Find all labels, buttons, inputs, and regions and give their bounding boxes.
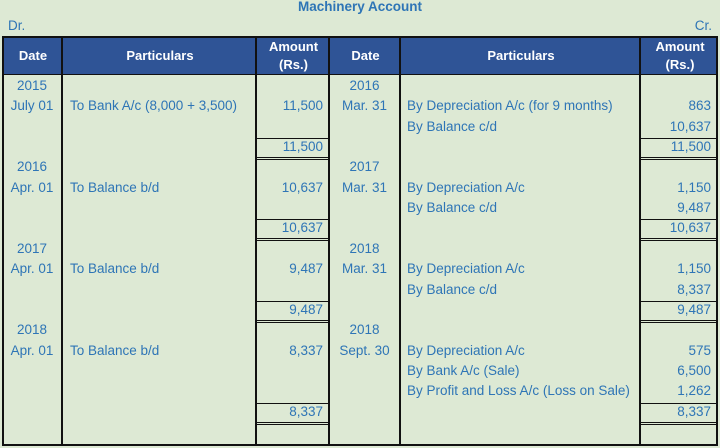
total-dr-amt: 11,500 xyxy=(282,139,323,155)
dr-date: 2018 xyxy=(16,322,48,338)
table-header xyxy=(2,36,718,75)
header-dr-amount xyxy=(257,37,330,74)
cr-amt: 1,262 xyxy=(677,383,711,399)
header-cr-particulars: Particulars xyxy=(487,47,555,63)
cr-part: By Profit and Loss A/c (Loss on Sale) xyxy=(407,383,630,399)
cr-date: Mar. 31 xyxy=(341,261,388,277)
header-dr-date: Date xyxy=(18,47,48,63)
header-cr-amount xyxy=(641,37,719,74)
dr-amt: 8,337 xyxy=(289,342,323,358)
dr-date: 2016 xyxy=(16,159,48,175)
cr-part: By Depreciation A/c xyxy=(407,179,525,195)
header-amount-unit: (Rs.) xyxy=(279,56,308,72)
cr-amt: 8,337 xyxy=(677,281,711,297)
dr-part: To Balance b/d xyxy=(70,179,160,195)
header-dr-particulars: Particulars xyxy=(126,47,194,63)
total-dr-amt: 8,337 xyxy=(289,403,323,419)
column-divider xyxy=(639,36,641,446)
dr-part: To Bank A/c (8,000 + 3,500) xyxy=(70,98,237,114)
dr-date: Apr. 01 xyxy=(10,261,54,277)
column-divider xyxy=(399,36,401,446)
cr-date: 2018 xyxy=(349,240,380,256)
column-divider xyxy=(255,36,257,446)
cr-amt: 9,487 xyxy=(677,200,711,216)
total-cr-amt: 11,500 xyxy=(670,139,711,155)
cr-date: Mar. 31 xyxy=(341,179,388,195)
cr-date: Sept. 30 xyxy=(339,342,390,358)
dr-amt: 10,637 xyxy=(281,179,323,195)
credit-label: Cr. xyxy=(694,18,712,33)
total-cr-amt: 10,637 xyxy=(669,220,711,236)
column-divider xyxy=(61,36,63,446)
header-cr-date: Date xyxy=(351,47,380,63)
total-cr-amt: 9,487 xyxy=(677,301,711,317)
cr-date: 2018 xyxy=(349,322,380,338)
cr-date: 2016 xyxy=(349,78,380,93)
dr-date: July 01 xyxy=(10,98,54,114)
dr-date: Apr. 01 xyxy=(10,342,54,358)
header-amount-label: Amount xyxy=(655,38,705,54)
cr-date: 2017 xyxy=(349,159,380,175)
column-divider xyxy=(328,36,330,446)
dr-date: 2017 xyxy=(16,240,48,256)
debit-label: Dr. xyxy=(8,18,26,33)
cr-date: Mar. 31 xyxy=(341,98,388,114)
account-title: Machinery Account xyxy=(297,0,423,14)
dr-date: Apr. 01 xyxy=(10,179,54,195)
cr-part: By Bank A/c (Sale) xyxy=(407,362,520,378)
cr-amt: 1,150 xyxy=(677,261,711,277)
cr-part: By Balance c/d xyxy=(407,118,498,134)
cr-amt: 10,637 xyxy=(669,118,711,134)
cr-amt: 575 xyxy=(688,342,711,358)
total-dr-amt: 10,637 xyxy=(281,220,323,236)
header-amount-label: Amount xyxy=(268,38,319,54)
cr-part: By Balance c/d xyxy=(407,200,498,216)
dr-amt: 11,500 xyxy=(282,98,323,114)
cr-part: By Depreciation A/c xyxy=(407,342,525,358)
cr-part: By Depreciation A/c xyxy=(407,261,525,277)
total-cr-amt: 8,337 xyxy=(677,403,711,419)
cr-part: By Depreciation A/c (for 9 months) xyxy=(407,98,613,114)
dr-amt: 9,487 xyxy=(289,261,323,277)
dr-date: 2015 xyxy=(16,78,48,93)
cr-amt: 1,150 xyxy=(677,179,711,195)
dr-part: To Balance b/d xyxy=(70,261,160,277)
header-amount-unit: (Rs.) xyxy=(665,56,695,72)
cr-amt: 6,500 xyxy=(677,362,711,378)
dr-part: To Balance b/d xyxy=(70,342,160,358)
cr-part: By Balance c/d xyxy=(407,281,498,297)
cr-amt: 863 xyxy=(688,98,711,114)
total-dr-amt: 9,487 xyxy=(289,301,323,317)
